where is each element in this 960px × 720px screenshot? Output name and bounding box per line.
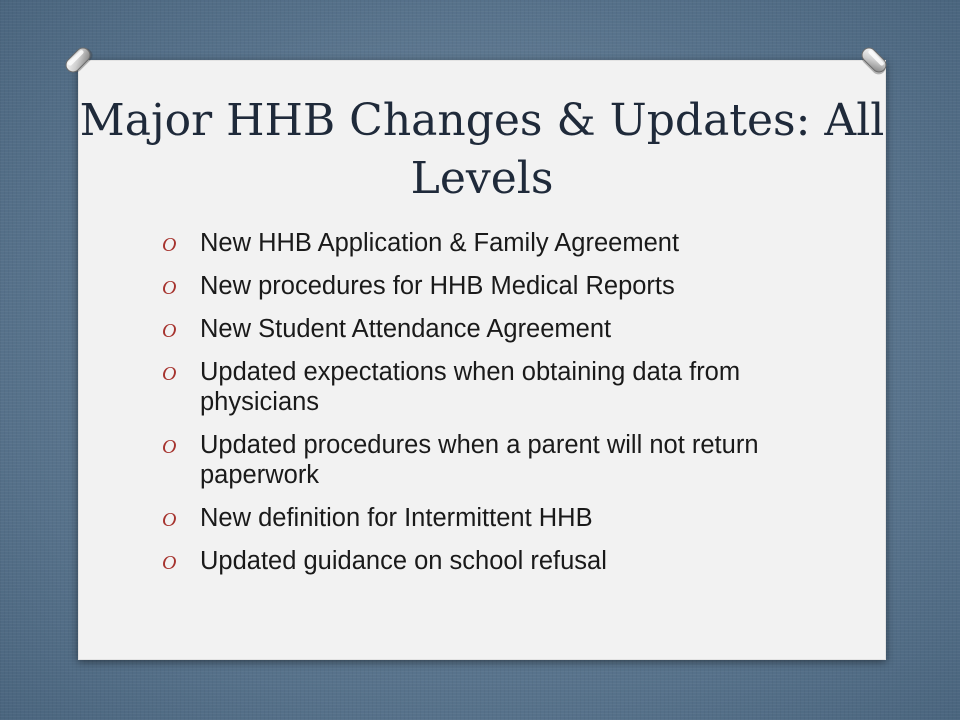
bullet-text: New procedures for HHB Medical Reports <box>200 272 675 300</box>
bullet-item <box>162 271 862 301</box>
slide-card <box>78 60 886 660</box>
bullet-text: New Student Attendance Agreement <box>200 315 612 343</box>
bullet-text: Updated expectations when obtaining data from physicians <box>200 358 741 416</box>
bullet-item <box>162 546 862 576</box>
bullet-item <box>162 430 862 490</box>
bullet-item <box>162 503 862 533</box>
bullet-text: Updated guidance on school refusal <box>200 547 607 575</box>
slide-title: Major HHB Changes & Updates: All Levels <box>79 95 885 204</box>
bullet-marker-icon: O <box>162 234 177 256</box>
bullet-item <box>162 314 862 344</box>
bullet-item <box>162 357 862 417</box>
bullet-text: New definition for Intermittent HHB <box>200 504 593 532</box>
bullet-text: Updated procedures when a parent will not return paperwork <box>200 431 759 489</box>
bullet-marker-icon: O <box>162 277 177 299</box>
pushpin-icon <box>852 38 896 82</box>
bullet-item <box>162 228 862 258</box>
bullet-marker-icon: O <box>162 509 177 531</box>
bullet-list <box>162 228 862 589</box>
bullet-marker-icon: O <box>162 552 177 574</box>
bullet-marker-icon: O <box>162 320 177 342</box>
pushpin-icon <box>56 38 100 82</box>
bullet-marker-icon: O <box>162 363 177 385</box>
bullet-text: New HHB Application & Family Agreement <box>200 229 680 257</box>
bullet-marker-icon: O <box>162 436 177 458</box>
